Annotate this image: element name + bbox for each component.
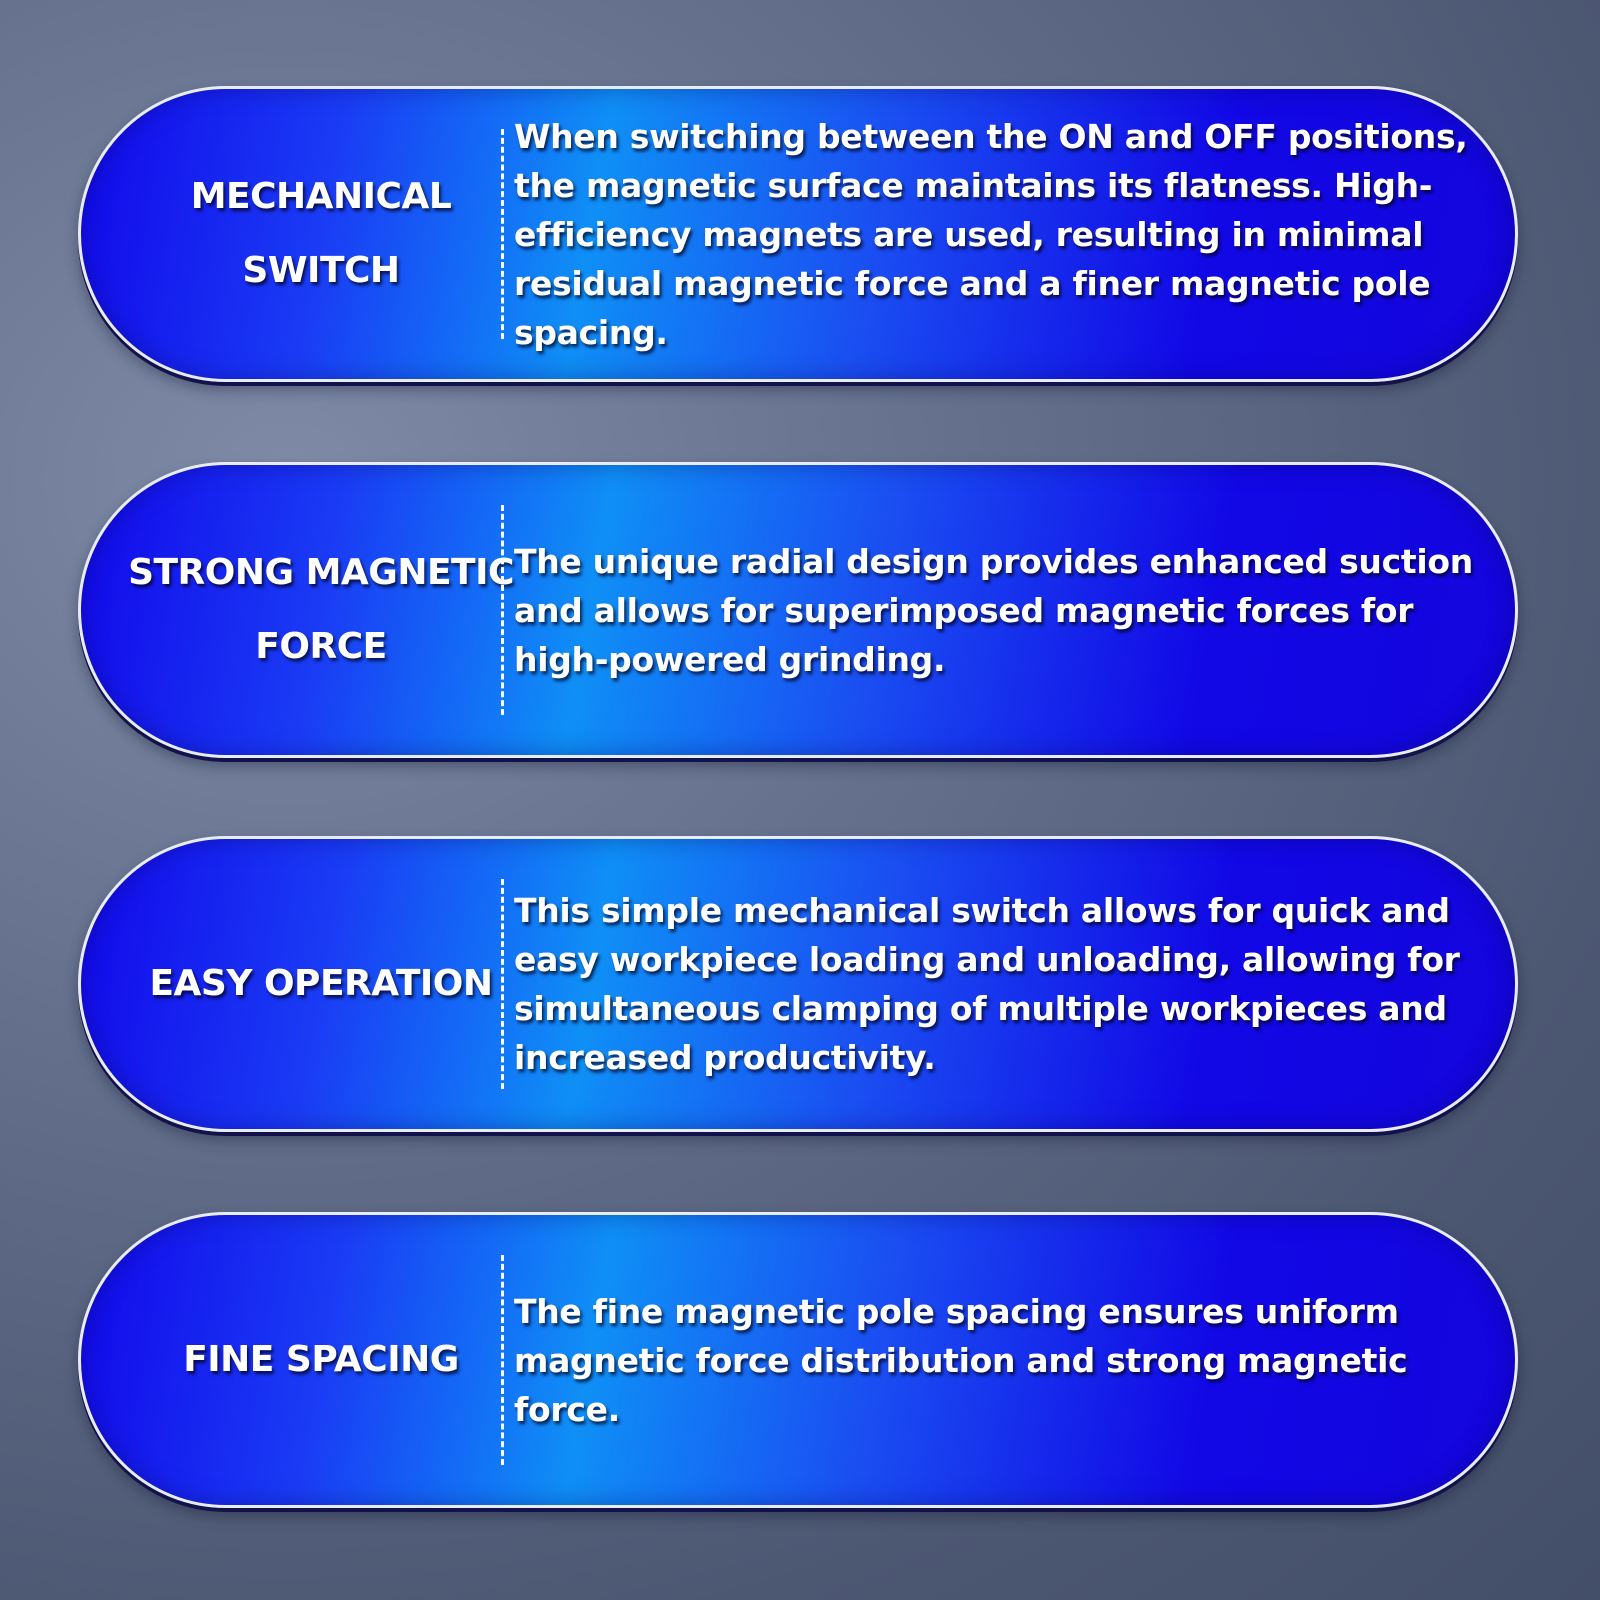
feature-title [101,839,541,1129]
feature-description: The unique radial design provides enhanced suction and allows for superimposed magnetic forces for high-powered grinding. [514,541,1473,679]
dashed-divider [501,129,504,339]
feature-panel-strong-magnetic-force [78,462,1518,758]
feature-title [101,465,541,755]
feature-title-text: STRONG MAGNETIC FORCE [128,552,514,667]
feature-panel-easy-operation [78,836,1518,1132]
feature-description: The fine magnetic pole spacing ensures uniform magnetic force distribution and strong magnetic force. [514,1291,1408,1429]
feature-title [101,1215,541,1505]
feature-panel-mechanical-switch [78,86,1518,382]
feature-title-text: EASY OPERATION [149,963,493,1004]
feature-title-text: FINE SPACING [183,1339,459,1380]
feature-title-text: MECHANICAL SWITCH [190,176,452,291]
feature-description: This simple mechanical switch allows for quick and easy workpiece loading and unloading, allowing for simultaneous clamping of multiple workpieces and increased productivity. [514,891,1460,1077]
dashed-divider [501,879,504,1089]
dashed-divider [501,1255,504,1465]
feature-panel-fine-spacing [78,1212,1518,1508]
feature-description: When switching between the ON and OFF positions, the magnetic surface maintains its flatness. High-efficiency magnets are used, resulting in minimal residual magnetic force and a finer magnetic pole spacing. [514,116,1468,352]
dashed-divider [501,505,504,715]
feature-title [101,89,541,379]
